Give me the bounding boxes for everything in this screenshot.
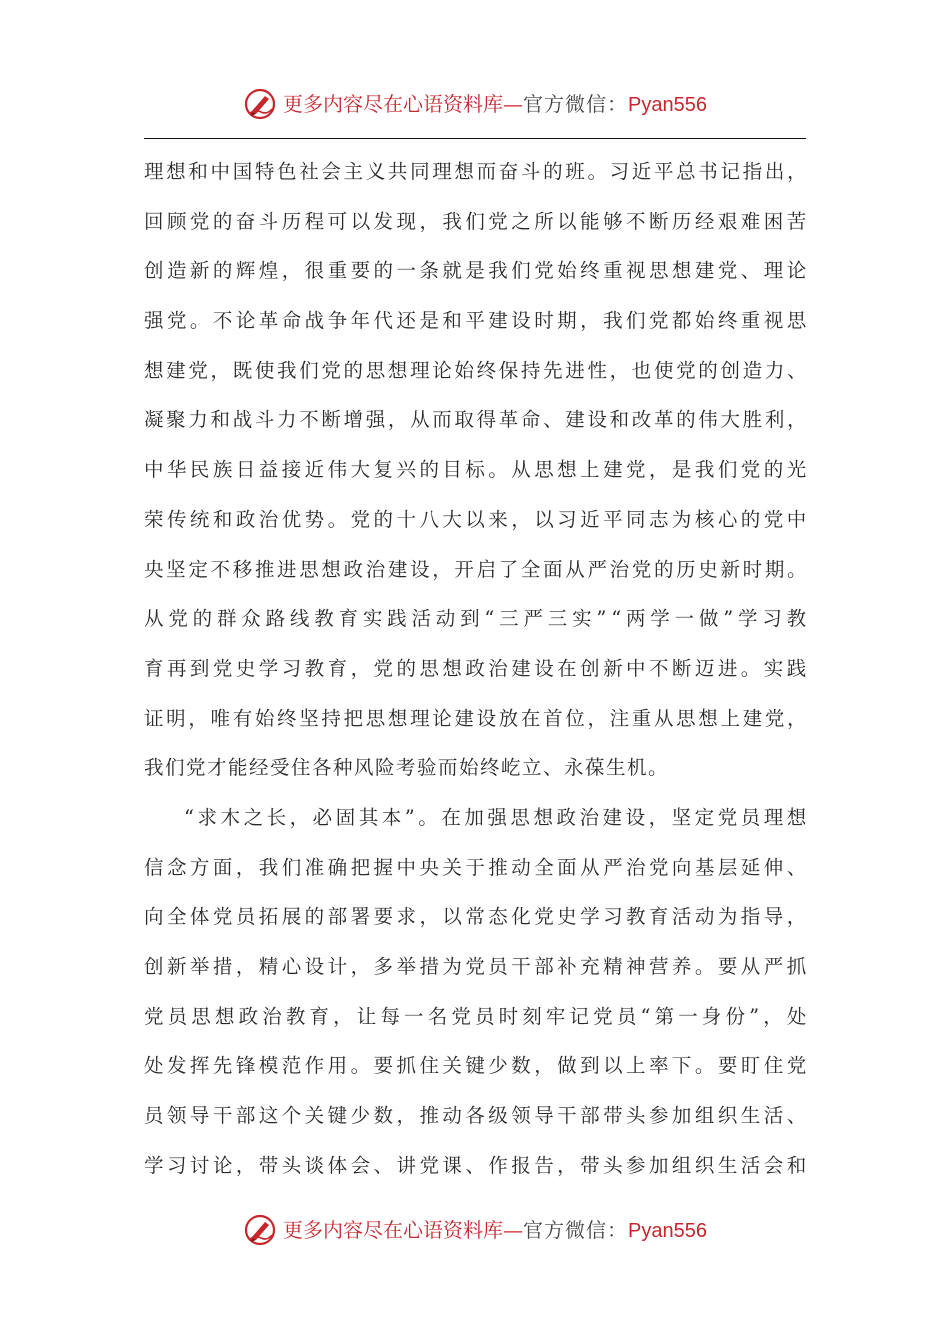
document-body (144, 147, 808, 1190)
text-line: 创 造 新 的 辉 煌 ， 很 重 要 的 一 条 就 是 我 们 党 始 终 重 视 思 想 建 党 、 理 论 (144, 259, 808, 283)
text-line: 荣 传 统 和 政 治 优 势 。 党 的 十 八 大 以 来 ， 以 习 近 平 同 志 为 核 心 的 党 中 (144, 507, 808, 531)
footer-dash: — (503, 1217, 524, 1242)
header-divider (144, 138, 806, 139)
footer-banner (0, 1210, 950, 1250)
footer-banner-content (243, 1213, 707, 1248)
text-line: 员 领 导 干 部 这 个 关 键 少 数 ， 推 动 各 级 领 导 干 部 带 头 参 加 组 织 生 活 、 (144, 1104, 808, 1128)
text-line: 向 全 体 党 员 拓 展 的 部 署 要 求 ， 以 常 态 化 党 史 学 习 教 育 活 动 为 指 导 ， (144, 905, 808, 929)
text-line: 从 党 的 群 众 路 线 教 育 实 践 活 动 到 “ 三 严 三 实 ” “ 两 学 一 做 ” 学 习 教 (144, 607, 808, 631)
text-line: 强 党 。 不 论 革 命 战 争 年 代 还 是 和 平 建 设 时 期 ， 我 们 党 都 始 终 重 视 思 (144, 309, 808, 333)
header-account-label: 官方微信： (523, 91, 629, 116)
header-dash: — (503, 91, 524, 116)
header-banner-text (283, 87, 707, 122)
text-line: “ 求 木 之 长 ， 必 固 其 本 ” 。 在 加 强 思 想 政 治 建 设 ， 坚 定 党 员 理 想 (184, 805, 808, 829)
text-line: 育 再 到 党 史 学 习 教 育 ， 党 的 思 想 政 治 建 设 在 创 新 中 不 断 迈 进 。 实 践 (144, 656, 808, 680)
text-line: 凝 聚 力 和 战 斗 力 不 断 增 强 ， 从 而 取 得 革 命 、 建 设 和 改 革 的 伟 大 胜 利 ， (144, 408, 808, 432)
text-line: 创 新 举 措 ， 精 心 设 计 ， 多 举 措 为 党 员 干 部 补 充 精 神 营 养 。 要 从 严 抓 (144, 955, 808, 978)
text-line: 信 念 方 面 ， 我 们 准 确 把 握 中 央 关 于 推 动 全 面 从 严 治 党 向 基 层 延 伸 、 (144, 855, 808, 879)
footer-brand: 更多内容尽在心语资料库 (283, 1217, 504, 1242)
text-line: 学 习 讨 论 ， 带 头 谈 体 会 、 讲 党 课 、 作 报 告 ， 带 头 参 加 组 织 生 活 会 和 (144, 1153, 808, 1177)
header-banner (0, 84, 950, 124)
text-line: 证 明 ， 唯 有 始 终 坚 持 把 思 想 理 论 建 设 放 在 首 位 ， 注 重 从 思 想 上 建 党 ， (144, 706, 808, 730)
brand-logo-icon (243, 1213, 277, 1247)
text-line: 我们党才能经受住各种风险考验而始终屹立、永葆生机。 (144, 756, 670, 780)
text-line: 中 华 民 族 日 益 接 近 伟 大 复 兴 的 目 标 。 从 思 想 上 建 党 ， 是 我 们 党 的 光 (144, 458, 808, 482)
text-line: 党 员 思 想 政 治 教 育 ， 让 每 一 名 党 员 时 刻 牢 记 党 员 “ 第 一 身 份 ” ， 处 (144, 1004, 808, 1028)
text-line: 央 坚 定 不 移 推 进 思 想 政 治 建 设 ， 开 启 了 全 面 从 严 治 党 的 历 史 新 时 期 。 (144, 557, 808, 581)
header-banner-content (243, 87, 707, 122)
text-line: 处 发 挥 先 锋 模 范 作 用 。 要 抓 住 关 键 少 数 ， 做 到 以 上 率 下 。 要 盯 住 党 (144, 1054, 808, 1078)
footer-account-id: Pyan556 (628, 1219, 707, 1242)
header-brand: 更多内容尽在心语资料库 (283, 91, 504, 116)
text-line: 理 想 和 中 国 特 色 社 会 主 义 共 同 理 想 而 奋 斗 的 班 。 习 近 平 总 书 记 指 出 ， (144, 160, 808, 183)
text-line: 想 建 党 ， 既 使 我 们 党 的 思 想 理 论 始 终 保 持 先 进 性 ， 也 使 党 的 创 造 力 、 (144, 358, 808, 382)
footer-account-label: 官方微信： (523, 1217, 629, 1242)
brand-logo-icon (243, 87, 277, 121)
footer-banner-text (283, 1213, 707, 1248)
text-line: 回 顾 党 的 奋 斗 历 程 可 以 发 现 ， 我 们 党 之 所 以 能 够 不 断 历 经 艰 难 困 苦 (144, 209, 808, 233)
header-account-id: Pyan556 (628, 93, 707, 116)
